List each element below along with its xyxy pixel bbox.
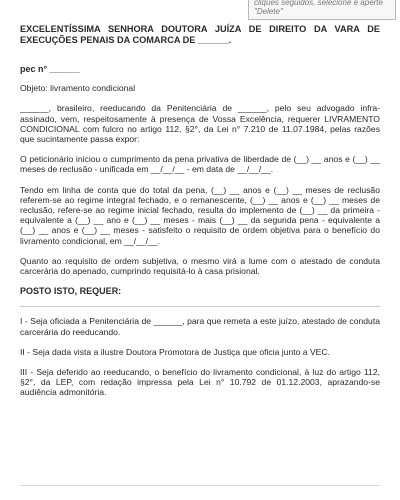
footer-divider [20,485,380,486]
requests-title: POSTO ISTO, REQUER: [20,286,122,297]
request-item-3: III - Seja deferido ao reeducando, o benefício do livramento condicional, à luz do artigo 112, §2°, da LEP, com redação impressa pela Lei n° 10.792 de 01.12.2003, aprazando-se audiência admonitória. [20,367,380,398]
request-item-1: I - Seja oficiada a Penitenciária de ______, para que remeta a este juízo, atestado de conduta carcerária do reeducando. [20,316,380,337]
petition-heading: EXCELENTÍSSIMA SENHORA DOUTORA JUÍZA DE DIREITO DA VARA DE EXECUÇÕES PENAIS DA COMARCA DE ______. [20,24,380,45]
paragraph-intro: ______, brasileiro, reeducando da Penitenciária de ______, pelo seu advogado infra-assinado, vem, respeitosamente à presença de Vossa Excelência, requerer LIVRAMENTO CONDICIONAL com fulcro no artigo 112, §2°, da Lei n° 7.210 de 11.07.1984, pelas razões que sucintamente passa expor: [20,103,380,145]
section-divider [20,306,380,307]
paragraph-subjective-requirement: Quanto ao requisito de ordem subjetiva, o mesmo virá a lume com o atestado de conduta carcerária do apenado, cumprindo requisitá-lo à casa prisional. [20,255,380,277]
tooltip-text: cliques seguidos, selecione e aperte "Delete" [254,0,383,16]
request-item-2: II - Seja dada vista a ilustre Doutora Promotora de Justiça que oficia junto a VEC. [20,346,331,357]
petition-object: Objeto: livramento condicional [20,83,136,94]
instruction-tooltip [248,0,396,20]
pec-number: pec n° ______ [20,64,80,74]
paragraph-sentence-start: O peticionário iniciou o cumprimento da pena privativa de liberdade de (__) __ anos e (__) __ meses de reclusão - unificada em __/__/__ - em data de __/__/__. [20,154,380,175]
petition-document [20,24,380,408]
paragraph-objective-requirement: Tendo em linha de conta que do total da pena, (__) __ anos e (__) __ meses de reclusão referem-se ao regime integral fechado, e o remanescente, (__) __ anos e (__) __ meses de reclusão, refere-se ao regime inicial fechado, resulta do implemento de (__) __ da primeira - equivalente a (__) __ ano e (__) __ meses - mais (__) __ da segunda pena - equivalente a (__) __ anos e (__) __ meses - satisfeito o requisito de ordem objetiva para o benefício do livramento condicional, em __/__/__. [20,184,380,246]
